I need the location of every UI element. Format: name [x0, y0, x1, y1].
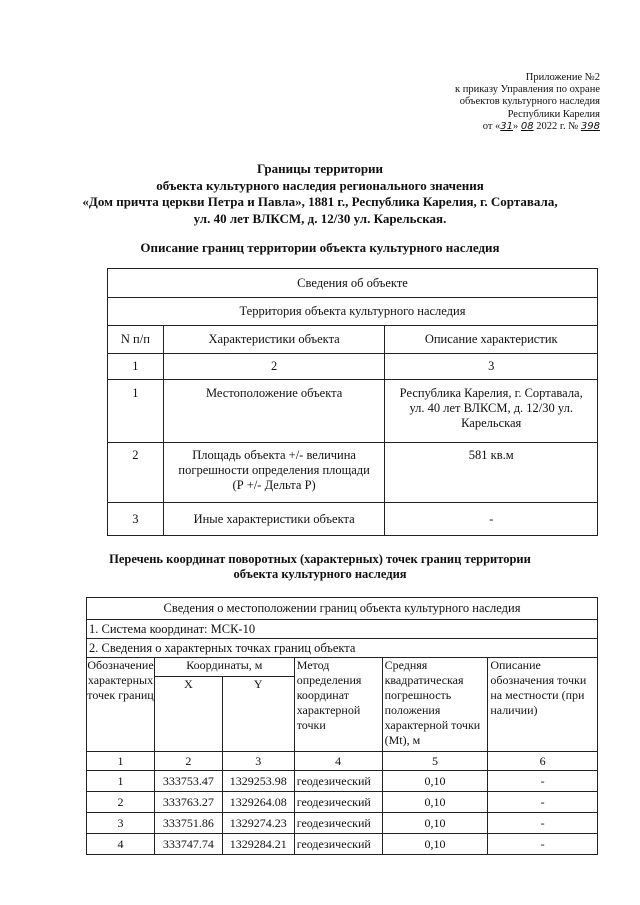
document-title [40, 161, 600, 227]
order-date-line [455, 121, 600, 133]
column-header-coords: Координаты, м [154, 658, 294, 677]
table-subheader: Территория объекта культурного наследия [108, 298, 598, 326]
title-line: «Дом причта церкви Петра и Павла», 1881 г., Республика Карелия, г. Сортавала, [82, 194, 558, 209]
column-header-method: Метод определения координат характерной точки [294, 658, 382, 752]
point-error: 0,10 [382, 792, 488, 813]
title-line: объекта культурного наследия регионального значения [156, 177, 484, 193]
order-day: 31 [500, 120, 514, 132]
column-number: 3 [222, 752, 294, 771]
point-y: 1329253.98 [222, 771, 294, 792]
point-error: 0,10 [382, 771, 488, 792]
point-y: 1329264.08 [222, 792, 294, 813]
row-number: 3 [108, 503, 164, 536]
column-number: 6 [488, 752, 598, 771]
column-header-description: Описание обозначения точки на местности (при наличии) [488, 658, 598, 752]
point-method: геодезический [294, 813, 382, 834]
point-method: геодезический [294, 771, 382, 792]
column-header: Описание характеристик [385, 326, 598, 354]
point-x: 333753.47 [154, 771, 222, 792]
title-line: ул. 40 лет ВЛКСМ, д. 12/30 ул. Карельская. [193, 210, 447, 226]
column-number: 4 [294, 752, 382, 771]
column-number: 3 [385, 354, 598, 380]
point-error: 0,10 [382, 813, 488, 834]
annex-line: к приказу Управления по охране [455, 84, 600, 96]
date-mid: » [513, 120, 521, 132]
point-description: - [488, 834, 598, 855]
points-info: 2. Сведения о характерных точках границ объекта [87, 639, 598, 658]
column-number: 1 [87, 752, 155, 771]
column-number: 2 [163, 354, 385, 380]
table-header: Сведения об объекте [108, 269, 598, 298]
column-number: 5 [382, 752, 488, 771]
annex-line: Приложение №2 [525, 72, 600, 83]
order-number: 398 [580, 120, 600, 132]
point-description: - [488, 813, 598, 834]
table-row [87, 771, 598, 792]
column-number: 1 [108, 354, 164, 380]
column-number: 2 [154, 752, 222, 771]
date-prefix: от « [482, 120, 501, 132]
title-line: Границы территории [256, 161, 384, 176]
row-description: 581 кв.м [385, 443, 598, 503]
table-row [87, 834, 598, 855]
point-method: геодезический [294, 834, 382, 855]
list-title-line: объекта культурного наследия [233, 567, 407, 581]
list-title-line: Перечень координат поворотных (характерных) точек границ территории [109, 552, 531, 566]
column-header-point: Обозначение характерных точек границ [87, 658, 155, 752]
point-id: 3 [87, 813, 155, 834]
row-description: Республика Карелия, г. Сортавала, ул. 40 лет ВЛКСМ, д. 12/30 ул. Карельская [385, 380, 598, 443]
row-characteristic: Площадь объекта +/- величина погрешности определения площади (Р +/- Дельта Р) [163, 443, 385, 503]
coordinate-system: 1. Система координат: МСК-10 [87, 620, 598, 639]
point-x: 333747.74 [154, 834, 222, 855]
table-row [87, 813, 598, 834]
point-y: 1329284.21 [222, 834, 294, 855]
row-characteristic: Иные характеристики объекта [163, 503, 385, 536]
order-month: 08 [520, 120, 534, 132]
point-description: - [488, 792, 598, 813]
point-id: 2 [87, 792, 155, 813]
column-header-y: Y [222, 677, 294, 752]
table-row [87, 792, 598, 813]
column-header-x: X [154, 677, 222, 752]
date-mid: 2022 г. № [533, 120, 581, 132]
point-method: геодезический [294, 792, 382, 813]
annex-line: объектов культурного наследия [459, 96, 600, 108]
point-x: 333763.27 [154, 792, 222, 813]
point-y: 1329274.23 [222, 813, 294, 834]
column-header: Характеристики объекта [163, 326, 385, 354]
annex-header [455, 72, 600, 133]
row-number: 2 [108, 443, 164, 503]
table-caption: Сведения о местоположении границ объекта культурного наследия [87, 598, 598, 620]
coordinates-list-title [40, 552, 600, 582]
row-number: 1 [108, 380, 164, 443]
column-header-error: Средняя квадратическая погрешность положения характерной точки (Mt), м [382, 658, 488, 752]
table-row [108, 380, 598, 443]
point-id: 1 [87, 771, 155, 792]
point-description: - [488, 771, 598, 792]
point-x: 333751.86 [154, 813, 222, 834]
row-description: - [385, 503, 598, 536]
section-title: Описание границ территории объекта культурного наследия [140, 240, 500, 255]
point-id: 4 [87, 834, 155, 855]
coordinates-table [86, 597, 598, 855]
annex-line: Республики Карелия [507, 108, 600, 120]
column-header: N п/п [108, 326, 164, 354]
table-row [108, 443, 598, 503]
table-row [108, 503, 598, 536]
row-characteristic: Местоположение объекта [163, 380, 385, 443]
object-info-table [107, 268, 598, 536]
point-error: 0,10 [382, 834, 488, 855]
